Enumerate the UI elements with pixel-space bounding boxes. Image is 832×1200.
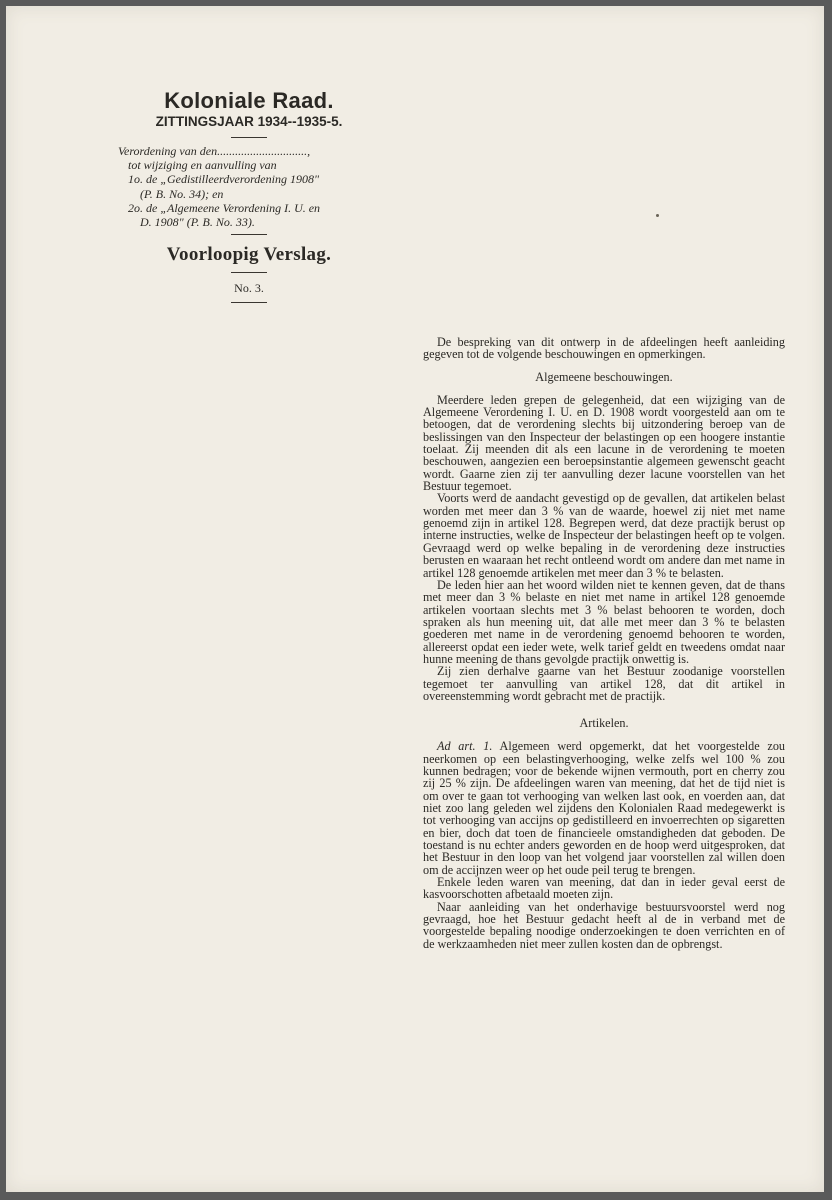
- header-divider: [231, 272, 267, 273]
- paper-speck: [656, 214, 659, 217]
- ordinance-description: [118, 144, 380, 229]
- body-paragraph: Voorts werd de aandacht gevestigd op de gevallen, dat artikelen belast worden met meer dan 3 % van de waarde, hoewel zij niet met name genoemd zijn in artikel 128. Begrepen werd, dat deze practijk berust op interne instructies, welke de Inspecteur der belastingen heeft op te volgen. Gevraagd werd op welke bepaling in de verordening deze instructies berusten en waaraan het recht ontleend wordt om andere dan met name in artikel 128 genoemde artikelen met meer dan 3 % te belasten.: [423, 491, 785, 580]
- body-paragraph: Naar aanleiding van het onderhavige bestuursvoorstel werd nog gevraagd, hoe het Bestuur gedacht heeft al de in verband met de voorgestelde bepaling noodige onderzoekingen te doen verrichten en of de werkzaamheden niet meer zullen kosten dan de opbrengst.: [423, 899, 785, 951]
- body-paragraph: Zij zien derhalve gaarne van het Bestuur zoodanige voorstellen tegemoet ter aanvulling van artikel 128, dat dit artikel in overeenstemming wordt gebracht met de practijk.: [423, 664, 785, 703]
- document-number: No. 3.: [234, 281, 264, 296]
- body-paragraph: De leden hier aan het woord wilden niet te kennen geven, dat de thans met meer dan 3 % belaste en niet met name in artikel 128 genoemde artikelen voortaan slechts met 3 % belast behooren te worden, doch spraken als hun meening uit, dat alle met meer dan 3 % te belasten goederen met name in de verordening genoemd behooren te worden, allereerst opdat een ieder wete, welk tarief geldt en tweedens omdat naar hunne meening de thans gevolgde practijk onwettig is.: [423, 577, 785, 666]
- ordinance-line: 1o. de „Gedistilleerdverordening 1908": [128, 172, 320, 187]
- session-year: ZITTINGSJAAR 1934--1935-5.: [155, 114, 343, 129]
- body-paragraph: [423, 740, 785, 876]
- article-text: Algemeen werd opgemerkt, dat het voorgestelde zou neerkomen op een belastingverhooging, welke zelfs wel 100 % zou kunnen bedragen; voor de bekende wijnen vermouth, port en cherry zou zij 25 % zijn. De afdeelingen waren van meening, dat het de tijd niet is om over te gaan tot verhooging van welken last ook, en voerden aan, dat niet zoo lang geleden wel zijdens den Kolonialen Raad medegewerkt is tot verhooging van accijns op gedistilleerd en invoerrechten op sigaretten en bier, doch dat toen de financieele omstandigheden dat geboden. De toestand is nu echter anders geworden en de hoop werd uitgesproken, dat het Bestuur in den loop van het volgend jaar voorstellen zal willen doen om de accijnzen weer op het oude peil terug te brengen.: [423, 739, 786, 877]
- council-title: Koloniale Raad.: [164, 88, 334, 113]
- ordinance-line: D. 1908" (P. B. No. 33).: [140, 215, 255, 230]
- ordinance-line: (P. B. No. 34); en: [140, 186, 224, 201]
- document-page: [6, 6, 824, 1192]
- body-paragraph: Enkele leden waren van meening, dat dan in ieder geval eerst de kasvoorschotten afbetaald moeten zijn.: [423, 875, 785, 902]
- ordinance-line: Verordening van den..............................,: [118, 144, 311, 158]
- intro-paragraph: De bespreking van dit ontwerp in de afdeelingen heeft aanleiding gegeven tot de volgende beschouwingen en opmerkingen.: [423, 335, 785, 362]
- report-body: [423, 336, 785, 950]
- section-heading: Algemeene beschouwingen.: [535, 369, 673, 384]
- section-heading: Artikelen.: [579, 716, 629, 731]
- document-header: [118, 88, 380, 309]
- report-title: Voorloopig Verslag.: [166, 244, 332, 266]
- header-divider: [231, 302, 267, 303]
- article-label: Ad art. 1.: [437, 739, 493, 754]
- header-divider: [231, 234, 267, 235]
- body-paragraph: Meerdere leden grepen de gelegenheid, dat een wijziging van de Algemeene Verordening I. U. en D. 1908 wordt voorgesteld aan om te betoogen, dat de verordening slechts bij uitzondering beroep van de beslissingen van den Inspecteur der belastingen op een hoogere instantie toelaat. Zij meenden dit als een lacune in de verordening te moeten beschouwen, aangezien een beroepsinstantie algemeen gewenscht geacht wordt. Gaarne zien zij ter aanvulling dezer lacune voorstellen van het Bestuur tegemoet.: [423, 392, 785, 494]
- ordinance-line: tot wijziging en aanvulling van: [128, 158, 277, 173]
- header-divider: [231, 137, 267, 138]
- ordinance-line: 2o. de „Algemeene Verordening I. U. en: [128, 200, 321, 215]
